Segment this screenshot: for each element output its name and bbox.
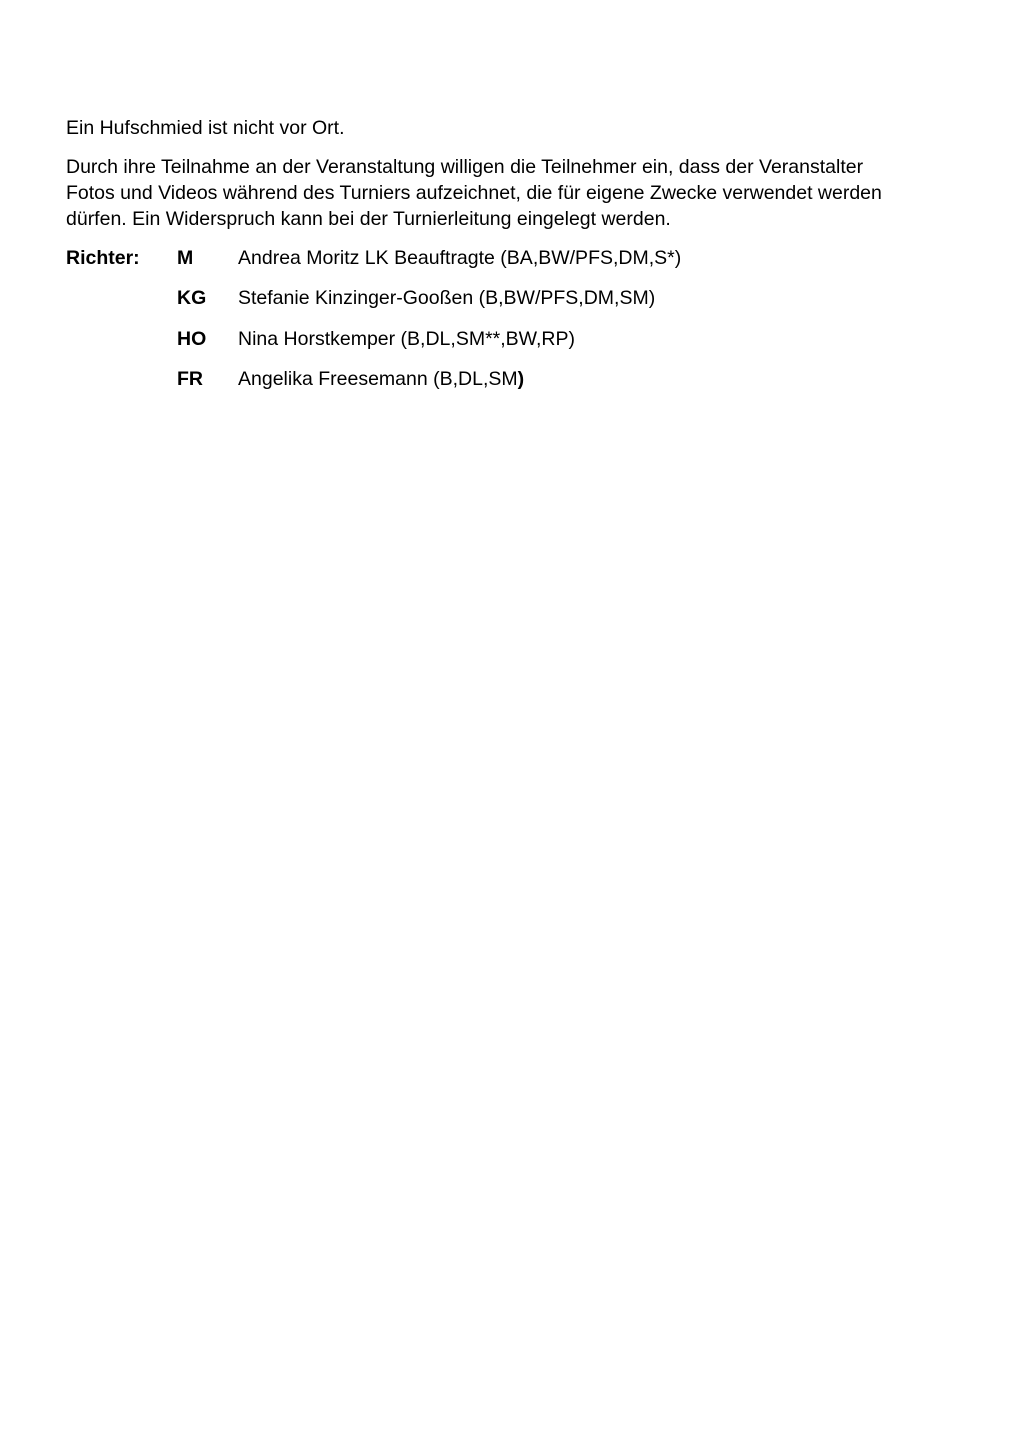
judge-code: M (177, 247, 194, 269)
judge-code: KG (177, 287, 207, 310)
judge-name-closing-paren: ) (517, 367, 525, 390)
judges-list (66, 245, 966, 406)
consent-line-2: Fotos und Videos während des Turniers aufzeichnet, die für eigene Zwecke verwendet werden (66, 182, 882, 204)
judges-label: Richter: (66, 247, 140, 269)
judge-code: FR (177, 367, 203, 390)
consent-line-3: dürfen. Ein Widerspruch kann bei der Turnierleitung eingelegt werden. (66, 208, 671, 230)
judge-row (66, 285, 966, 325)
judge-name: Stefanie Kinzinger-Gooßen (B,BW/PFS,DM,SM) (238, 287, 656, 310)
judge-row (66, 326, 966, 366)
judge-name: Andrea Moritz LK Beauftragte (BA,BW/PFS,DM,S*) (238, 247, 682, 269)
farrier-notice: Ein Hufschmied ist nicht vor Ort. (66, 117, 345, 139)
judge-code: HO (177, 327, 207, 350)
judge-row (66, 245, 966, 285)
photo-consent-paragraph (66, 154, 882, 232)
judge-row (66, 366, 966, 406)
judge-name-text: Angelika Freesemann (B,DL,SM (238, 367, 518, 390)
judge-name (238, 366, 524, 392)
judge-name: Nina Horstkemper (B,DL,SM**,BW,RP) (238, 327, 575, 350)
consent-line-1: Durch ihre Teilnahme an der Veranstaltung willigen die Teilnehmer ein, dass der Veranstalter (66, 156, 864, 178)
